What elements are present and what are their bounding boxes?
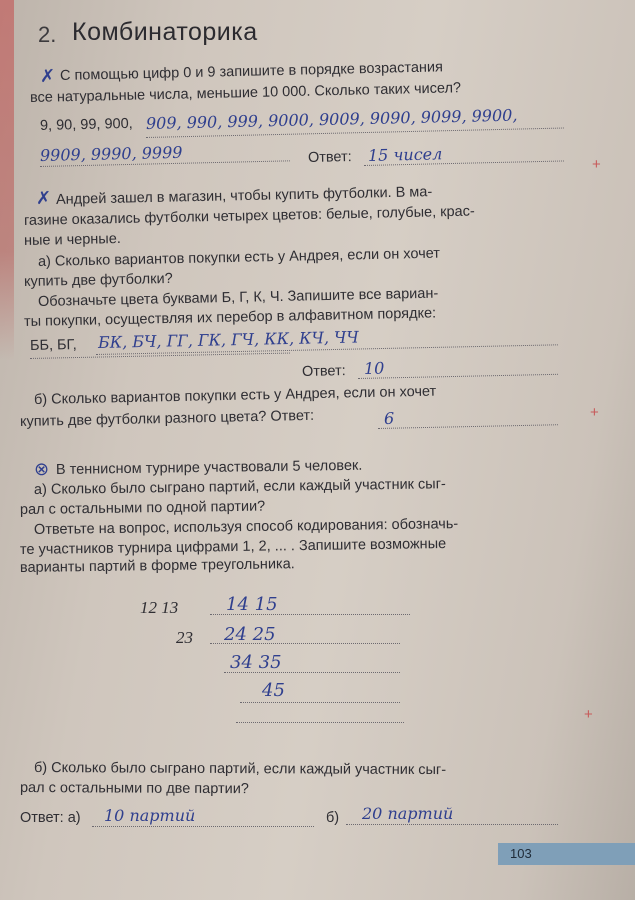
writing-line	[210, 643, 400, 644]
task-9-answer-b-value: 6	[383, 408, 395, 428]
task-10-answer-b-label: б)	[326, 810, 340, 826]
page-number: 103	[498, 843, 635, 865]
task-9-question-a-1: а) Сколько вариантов покупки есть у Андрея, если он хочет	[37, 245, 441, 270]
chapter-number: 2.	[38, 22, 57, 47]
answer-line	[378, 424, 558, 429]
task-10-question-b-2: рал с остальными по две партии?	[19, 780, 249, 798]
answer-line	[92, 826, 314, 827]
task-9-instruction-2: ты покупки, осуществляя их перебор в алфавитном порядке:	[23, 305, 437, 330]
task-10-line-1: В теннисном турнире участвовали 5 человек.	[55, 457, 363, 478]
triangle-row-2-printed: 23	[176, 628, 193, 647]
triangle-row-3-hand: 34 35	[230, 652, 282, 673]
task-9-answer-a-value: 10	[363, 358, 385, 378]
task-10-instruction-3: варианты партий в форме треугольника.	[19, 556, 295, 576]
task-10-question-a-1: а) Сколько было сыграно партий, если каждый участник сыг-	[33, 476, 446, 498]
task-10-answer-a-value: 10 партий	[104, 806, 196, 825]
writing-line	[210, 614, 410, 615]
task-9-question-b-1: б) Сколько вариантов покупки есть у Андрея, если он хочет	[33, 383, 437, 408]
task-9-hand-pairs: БК, БЧ, ГГ, ГК, ГЧ, КК, КЧ, ЧЧ	[97, 327, 359, 352]
task-10-answer-b-value: 20 партий	[362, 804, 454, 823]
task-9-question-a-2: купить две футболки?	[23, 270, 173, 290]
task-10-crossed-number: ⊗	[34, 459, 50, 479]
task-8-answer-label: Ответ:	[307, 149, 352, 166]
task-8-answer-value: 15 чисел	[367, 144, 443, 165]
task-9-line-2: газине оказались футболки четырех цветов: белые, голубые, крас-	[23, 203, 475, 229]
task-8-printed-start: 9, 90, 99, 900,	[39, 115, 133, 134]
writing-line	[236, 722, 404, 723]
task-8-crossed-number: ✗	[40, 66, 56, 86]
task-8-hand-numbers-1: 909, 990, 999, 9000, 9009, 9090, 9099, 9900,	[145, 105, 518, 133]
task-10-instruction-1: Ответьте на вопрос, используя способ кодирования: обозначь-	[33, 516, 459, 538]
answer-line	[346, 824, 558, 825]
task-8-line-1: С помощью цифр 0 и 9 запишите в порядке возрастания	[59, 59, 444, 84]
task-9-line-3: ные и черные.	[23, 230, 122, 249]
triangle-row-2-hand: 24 25	[224, 624, 276, 645]
task-9-printed-pairs: ББ, БГ,	[29, 337, 77, 354]
writing-line	[240, 702, 400, 703]
triangle-row-1-printed: 12 13	[140, 598, 179, 617]
task-8-line-2: все натуральные числа, меньшие 10 000. Сколько таких чисел?	[29, 80, 462, 106]
answer-line	[358, 374, 558, 379]
task-9-line-1: Андрей зашел в магазин, чтобы купить футболки. В ма-	[55, 184, 433, 208]
task-9-crossed-number: ✗	[36, 188, 52, 208]
teacher-check-mark: +	[590, 404, 599, 421]
task-10-instruction-2: те участников турнира цифрами 1, 2, ... . Запишите возможные	[19, 536, 447, 558]
task-10-answer-label: Ответ: а)	[20, 810, 81, 826]
teacher-check-mark: +	[584, 706, 593, 723]
task-10-question-a-2: рал с остальными по одной партии?	[19, 498, 266, 518]
chapter-title: Комбинаторика	[72, 18, 258, 46]
triangle-row-1-hand: 14 15	[226, 594, 278, 615]
task-9-answer-a-label: Ответ:	[301, 363, 346, 380]
task-9-question-b-2: купить две футболки разного цвета? Ответ:	[19, 407, 315, 430]
task-10-question-b-1: б) Сколько было сыграно партий, если каждый участник сыг-	[33, 760, 447, 779]
triangle-row-4-hand: 45	[262, 680, 285, 701]
red-margin-strip	[0, 0, 14, 360]
task-9-instruction-1: Обозначьте цвета буквами Б, Г, К, Ч. Запишите все вариан-	[37, 285, 439, 310]
task-8-hand-numbers-2: 9909, 9990, 9999	[39, 142, 183, 165]
teacher-check-mark: +	[592, 156, 601, 173]
writing-line	[224, 672, 400, 673]
